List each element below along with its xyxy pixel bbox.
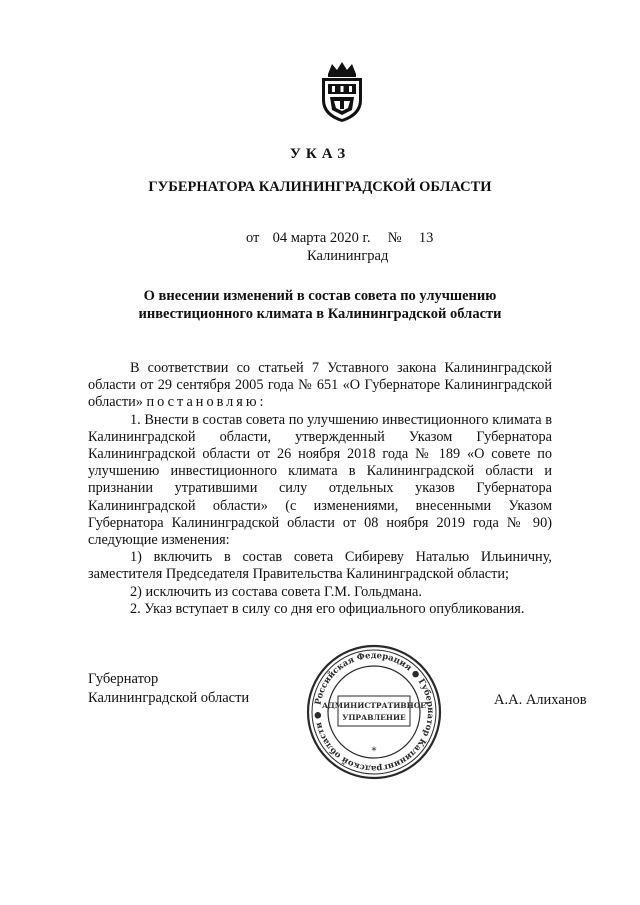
coat-of-arms-emblem [314, 60, 370, 124]
subject-line-1: О внесении изменений в состав совета по улучшению [143, 288, 497, 304]
number-label: № [387, 230, 402, 246]
svg-text:Российская Федерация ● Губерна: Российская Федерация ● Губернатор Калининградской области ● [312, 650, 436, 774]
city-name: Калининград [307, 248, 389, 264]
item-2-paragraph: 2. Указ вступает в силу со дня его официального опубликования. [130, 600, 525, 617]
signatory-name: А.А. Алиханов [494, 692, 587, 708]
svg-text:АДМИНИСТРАТИВНОЕ: АДМИНИСТРАТИВНОЕ [322, 701, 426, 710]
date-number-line [246, 230, 433, 247]
decree-date: 04 марта 2020 г. [272, 230, 371, 246]
official-seal-stamp [304, 642, 444, 782]
svg-text:УПРАВЛЕНИЕ: УПРАВЛЕНИЕ [342, 713, 406, 722]
decree-word: постановляю: [146, 394, 267, 411]
subitem-2-paragraph: 2) исключить из состава совета Г.М. Гольдмана. [130, 583, 422, 600]
subitem-1-paragraph: 1) включить в состав совета Сибиреву Наталью Ильиничну, заместителя Председателя Правительства Калининградской области; [88, 549, 552, 583]
document-type-heading: УКАЗ [289, 146, 351, 162]
position-line-1: Губернатор [88, 671, 159, 687]
preamble-text: В соответствии со статьей 7 Уставного закона Калининградской области от 29 сентября 2005 года № 651 «О Губернаторе Калининградской области» [88, 360, 552, 411]
item-1-paragraph: 1. Внести в состав совета по улучшению инвестиционного климата в Калининградской области, утвержденный Указом Губернатора Калининградской области от 26 ноября 2018 года № 189 «О совете по улучшению инвестиционного климата в Калининградской области и признании утратившими силу отдельных указов Губернатора Калининградской области» (с изменениями, внесенными Указом Губернатора Калининградской области от 08 ноября 2019 года № 90) следующие изменения: [88, 411, 552, 549]
decree-body [88, 360, 552, 618]
date-prefix: от [246, 230, 260, 246]
issuer-heading: ГУБЕРНАТОРА КАЛИНИНГРАДСКОЙ ОБЛАСТИ [148, 179, 492, 195]
decree-number: 13 [418, 230, 434, 246]
subject-line-2: инвестиционного климата в Калининградской области [138, 306, 502, 322]
signatory-position [88, 670, 249, 708]
svg-text:*: * [371, 746, 377, 757]
preamble-paragraph [88, 360, 552, 412]
position-line-2: Калининградской области [88, 690, 250, 706]
decree-subject [0, 287, 640, 323]
